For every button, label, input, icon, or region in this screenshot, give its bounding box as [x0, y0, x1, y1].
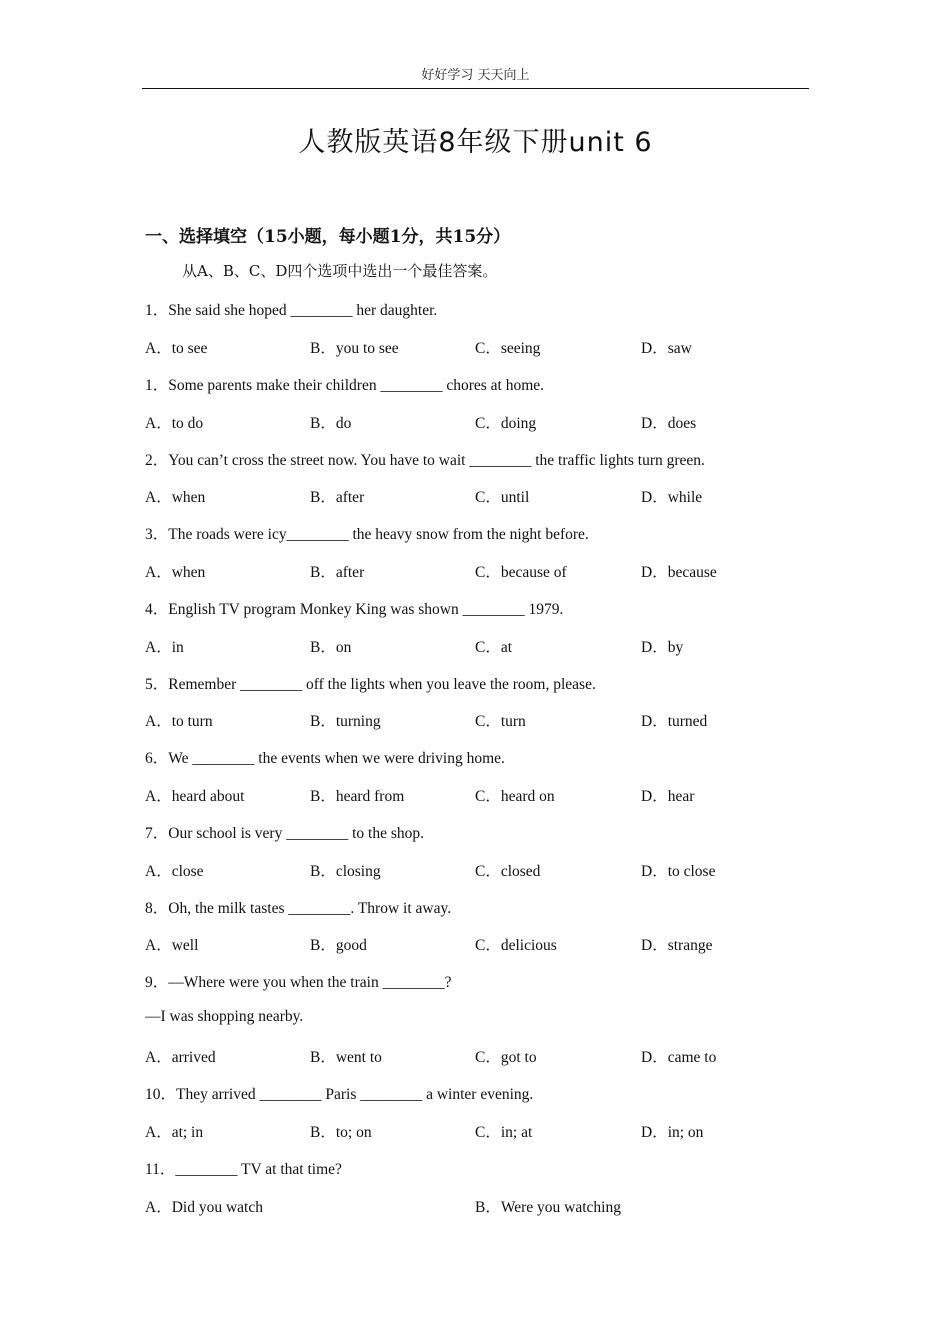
option-c: C．got to [475, 1049, 537, 1066]
section-heading: 一、选择填空（15小题，每小题1分，共15分） [145, 227, 511, 247]
option-b: B．went to [310, 1049, 382, 1066]
option-a: A．Did you watch [145, 1199, 263, 1216]
option-b: B．good [310, 937, 367, 954]
option-d: D．saw [641, 340, 692, 357]
question-stem: 11．________ TV at that time? [145, 1161, 342, 1178]
option-c: C．closed [475, 863, 541, 880]
option-a: A．to turn [145, 713, 213, 730]
option-b: B．Were you watching [475, 1199, 621, 1216]
option-b: B．turning [310, 713, 381, 730]
question-dialogue-reply: —I was shopping nearby. [145, 1008, 304, 1025]
question-stem: 9．—Where were you when the train ________? [145, 974, 452, 991]
option-b: B．after [310, 489, 365, 506]
question-stem: 1．She said she hoped ________ her daughter. [145, 302, 438, 319]
option-c: C．until [475, 489, 530, 506]
option-a: A．when [145, 564, 206, 581]
question-stem: 6．We ________ the events when we were driving home. [145, 750, 505, 767]
option-d: D．in; on [641, 1124, 704, 1141]
option-a: A．heard about [145, 788, 245, 805]
option-b: B．do [310, 415, 352, 432]
option-a: A．to see [145, 340, 208, 357]
option-b: B．closing [310, 863, 381, 880]
question-stem: 10．They arrived ________ Paris ________ a winter evening. [145, 1086, 534, 1103]
question-stem: 3．The roads were icy________ the heavy snow from the night before. [145, 526, 589, 543]
option-d: D．turned [641, 713, 708, 730]
header-divider [142, 88, 809, 89]
option-d: D．because [641, 564, 717, 581]
document-title: 人教版英语8年级下册unit 6 [298, 127, 653, 158]
option-d: D．hear [641, 788, 695, 805]
option-a: A．when [145, 489, 206, 506]
option-a: A．well [145, 937, 199, 954]
option-c: C．in; at [475, 1124, 533, 1141]
option-c: C．turn [475, 713, 526, 730]
question-stem: 8．Oh, the milk tastes ________. Throw it away. [145, 900, 452, 917]
question-stem: 1．Some parents make their children ________ chores at home. [145, 377, 545, 394]
option-b: B．after [310, 564, 365, 581]
option-a: A．arrived [145, 1049, 216, 1066]
option-c: C．heard on [475, 788, 555, 805]
question-stem: 4．English TV program Monkey King was shown ________ 1979. [145, 601, 564, 618]
option-d: D．to close [641, 863, 716, 880]
option-a: A．close [145, 863, 204, 880]
option-c: C．at [475, 639, 513, 656]
option-c: C．because of [475, 564, 567, 581]
option-a: A．to do [145, 415, 204, 432]
section-instruction: 从A、B、C、D四个选项中选出一个最佳答案。 [182, 262, 498, 280]
option-c: C．seeing [475, 340, 541, 357]
option-d: D．by [641, 639, 684, 656]
option-c: C．doing [475, 415, 537, 432]
option-b: B．you to see [310, 340, 399, 357]
option-d: D．strange [641, 937, 713, 954]
option-b: B．heard from [310, 788, 405, 805]
option-b: B．to; on [310, 1124, 372, 1141]
option-a: A．at; in [145, 1124, 204, 1141]
question-stem: 2．You can’t cross the street now. You have to wait ________ the traffic lights turn green. [145, 452, 705, 469]
option-c: C．delicious [475, 937, 557, 954]
option-d: D．does [641, 415, 697, 432]
question-stem: 7．Our school is very ________ to the shop. [145, 825, 424, 842]
option-d: D．while [641, 489, 703, 506]
page-header: 好好学习 天天向上 [421, 68, 530, 83]
option-a: A．in [145, 639, 184, 656]
question-stem: 5．Remember ________ off the lights when you leave the room, please. [145, 676, 596, 693]
option-b: B．on [310, 639, 352, 656]
option-d: D．came to [641, 1049, 717, 1066]
